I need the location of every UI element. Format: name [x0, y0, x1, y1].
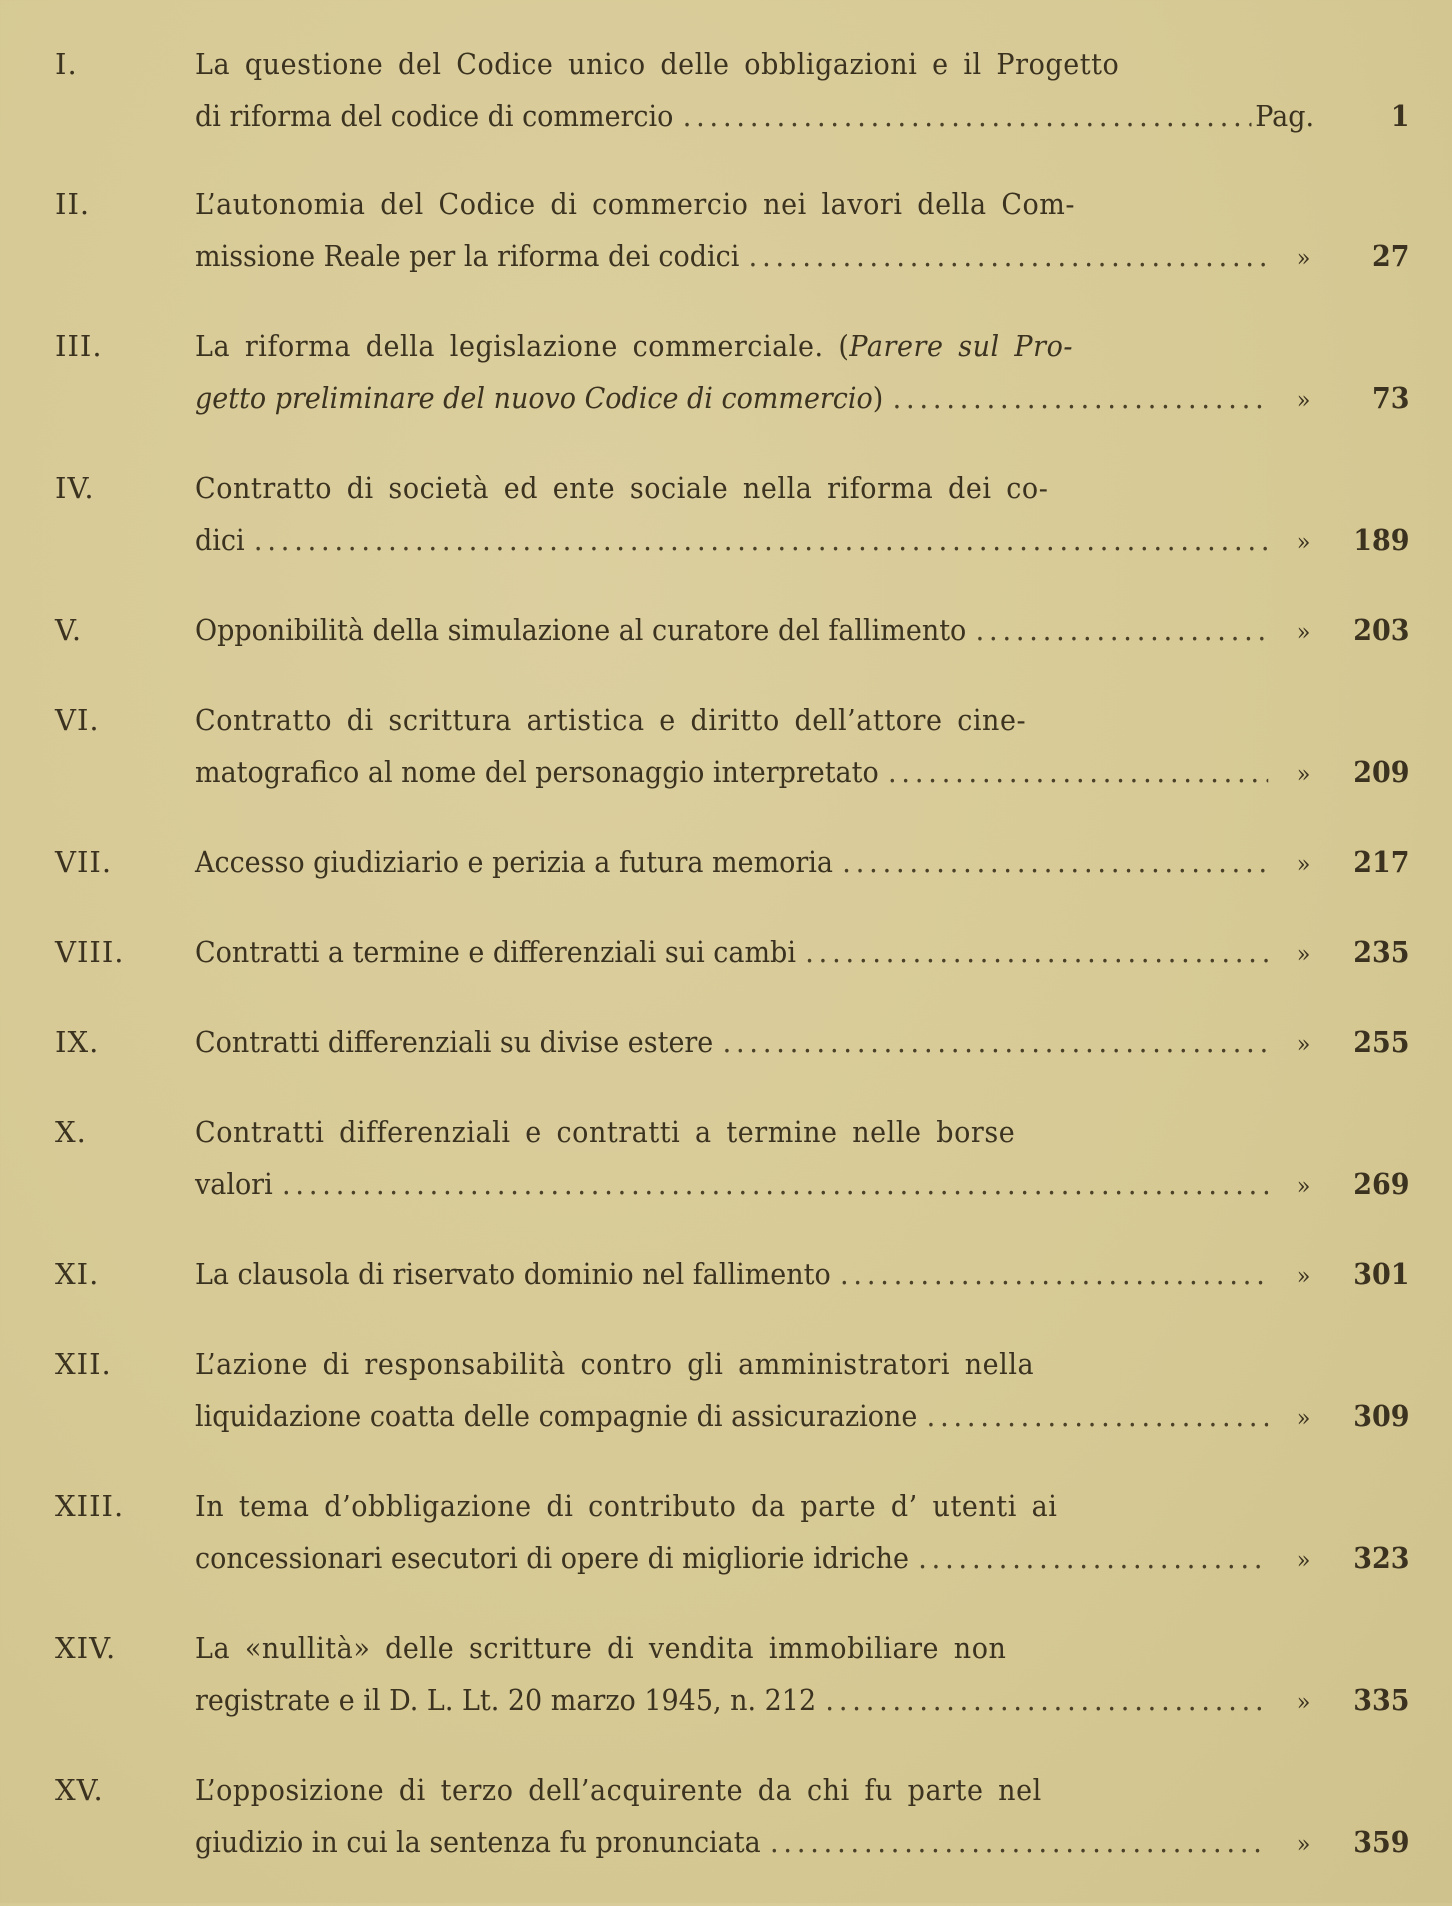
- dot-leader: [825, 1674, 1268, 1726]
- page-number[interactable]: 269: [1353, 1167, 1410, 1201]
- entry-title-italic: getto preliminare del nuovo Codice di commercio: [195, 381, 873, 415]
- entry-title-line: valori: [195, 1167, 273, 1201]
- entry-title-line: L’azione di responsabilità contro gli amministratori nella: [195, 1347, 1035, 1381]
- chapter-numeral: VI.: [55, 703, 100, 737]
- ditto-mark: »: [1296, 1404, 1311, 1432]
- toc-entry-1[interactable]: [0, 38, 1452, 142]
- ditto-mark: »: [1296, 1546, 1311, 1574]
- entry-title-line: missione Reale per la riforma dei codici: [195, 239, 740, 273]
- chapter-numeral: XV.: [55, 1773, 104, 1807]
- entry-title-line: L’opposizione di terzo dell’acquirente da chi fu parte nel: [195, 1773, 1042, 1807]
- entry-title-line: dici: [195, 523, 245, 557]
- entry-title-line: Contratti differenziali su divise estere: [195, 1025, 714, 1059]
- entry-title-line: La questione del Codice unico delle obbligazioni e il Progetto: [195, 47, 1120, 81]
- entry-title-line: La clausola di riservato dominio nel fallimento: [195, 1257, 831, 1291]
- dot-leader: [282, 1158, 1268, 1210]
- toc-entry-13[interactable]: [0, 1480, 1452, 1586]
- entry-title-line: Contratti differenziali e contratti a termine nelle borse: [195, 1115, 1016, 1149]
- ditto-mark: »: [1296, 1262, 1311, 1290]
- page-number[interactable]: 235: [1353, 935, 1410, 969]
- toc-entry-10[interactable]: [0, 1106, 1452, 1212]
- entry-title-line: liquidazione coatta delle compagnie di assicurazione: [195, 1399, 918, 1433]
- entry-title-line: Opponibilità della simulazione al curatore del fallimento: [195, 613, 967, 647]
- entry-title-line: L’autonomia del Codice di commercio nei lavori della Com-: [195, 187, 1076, 221]
- toc-entry-9[interactable]: [0, 1016, 1452, 1070]
- chapter-numeral: XIII.: [55, 1489, 125, 1523]
- ditto-mark: »: [1296, 850, 1311, 878]
- entry-title-line: La «nullità» delle scritture di vendita immobiliare non: [195, 1631, 1007, 1665]
- page-number[interactable]: 309: [1353, 1399, 1410, 1433]
- page-number[interactable]: 217: [1353, 845, 1410, 879]
- page-number[interactable]: 301: [1353, 1257, 1410, 1291]
- page-number[interactable]: 335: [1353, 1683, 1410, 1717]
- toc-entry-3[interactable]: [0, 320, 1452, 426]
- entry-title-line: In tema d’obbligazione di contributo da parte d’ utenti ai: [195, 1489, 1058, 1523]
- page-number[interactable]: 209: [1353, 755, 1410, 789]
- chapter-numeral: XI.: [55, 1257, 100, 1291]
- toc-entry-5[interactable]: [0, 604, 1452, 658]
- dot-leader: [893, 372, 1269, 424]
- toc-entry-15[interactable]: [0, 1764, 1452, 1870]
- chapter-numeral: IV.: [55, 471, 95, 505]
- table-of-contents: [0, 38, 1452, 1906]
- page-number[interactable]: 73: [1372, 381, 1410, 415]
- chapter-numeral: X.: [55, 1115, 87, 1149]
- chapter-numeral: II.: [55, 187, 91, 221]
- entry-title-line: concessionari esecutori di opere di migliorie idriche: [195, 1541, 909, 1575]
- dot-leader: [888, 746, 1268, 798]
- ditto-mark: »: [1296, 244, 1311, 272]
- chapter-numeral: VIII.: [55, 935, 125, 969]
- dot-leader: [842, 836, 1268, 888]
- chapter-numeral: I.: [55, 47, 78, 81]
- dot-leader: [683, 90, 1252, 142]
- dot-leader: [749, 230, 1269, 282]
- ditto-mark: »: [1296, 1688, 1311, 1716]
- dot-leader: [976, 604, 1269, 656]
- entry-title-line: Contratto di società ed ente sociale nella riforma dei co-: [195, 471, 1049, 505]
- ditto-mark: »: [1296, 386, 1311, 414]
- entry-title-line: Accesso giudiziario e perizia a futura memoria: [195, 845, 834, 879]
- toc-entry-8[interactable]: [0, 926, 1452, 980]
- chapter-numeral: XIV.: [55, 1631, 117, 1665]
- entry-title-italic: Parere sul Pro-: [849, 329, 1074, 363]
- page-number[interactable]: 1: [1390, 99, 1410, 133]
- page-number[interactable]: 359: [1353, 1825, 1410, 1859]
- chapter-numeral: V.: [55, 613, 83, 647]
- toc-entry-12[interactable]: [0, 1338, 1452, 1444]
- dot-leader: [805, 926, 1268, 978]
- entry-title-line: matografico al nome del personaggio interpretato: [195, 755, 879, 789]
- chapter-numeral: VII.: [55, 845, 113, 879]
- toc-entry-6[interactable]: [0, 694, 1452, 800]
- page-number[interactable]: 255: [1353, 1025, 1410, 1059]
- chapter-numeral: XII.: [55, 1347, 112, 1381]
- page-prefix: Pag.: [1255, 99, 1315, 133]
- entry-title-line: Contratti a termine e differenziali sui cambi: [195, 935, 796, 969]
- toc-entry-2[interactable]: [0, 178, 1452, 284]
- page-number[interactable]: 203: [1353, 613, 1410, 647]
- toc-entry-4[interactable]: [0, 462, 1452, 568]
- entry-title-line: registrate e il D. L. Lt. 20 marzo 1945, n. 212: [195, 1683, 817, 1717]
- chapter-numeral: III.: [55, 329, 103, 363]
- ditto-mark: »: [1296, 618, 1311, 646]
- entry-title-line: giudizio in cui la sentenza fu pronunciata: [195, 1825, 761, 1859]
- dot-leader: [770, 1816, 1268, 1868]
- ditto-mark: »: [1296, 1030, 1311, 1058]
- chapter-numeral: IX.: [55, 1025, 100, 1059]
- dot-leader: [254, 514, 1268, 566]
- page-number[interactable]: 323: [1353, 1541, 1410, 1575]
- toc-entry-11[interactable]: [0, 1248, 1452, 1302]
- ditto-mark: »: [1296, 1172, 1311, 1200]
- ditto-mark: »: [1296, 940, 1311, 968]
- page-number[interactable]: 189: [1353, 523, 1410, 557]
- entry-title-line: di riforma del codice di commercio: [195, 99, 674, 133]
- toc-entry-14[interactable]: [0, 1622, 1452, 1728]
- entry-title-line: La riforma della legislazione commerciale. (: [195, 329, 850, 363]
- dot-leader: [723, 1016, 1269, 1068]
- entry-title-line: ): [872, 381, 884, 415]
- ditto-mark: »: [1296, 528, 1311, 556]
- dot-leader: [918, 1532, 1268, 1584]
- entry-title-line: Contratto di scrittura artistica e diritto dell’attore cine-: [195, 703, 1027, 737]
- ditto-mark: »: [1296, 760, 1311, 788]
- ditto-mark: »: [1296, 1830, 1311, 1858]
- toc-entry-7[interactable]: [0, 836, 1452, 890]
- page-number[interactable]: 27: [1372, 239, 1410, 273]
- dot-leader: [840, 1248, 1268, 1300]
- dot-leader: [927, 1390, 1269, 1442]
